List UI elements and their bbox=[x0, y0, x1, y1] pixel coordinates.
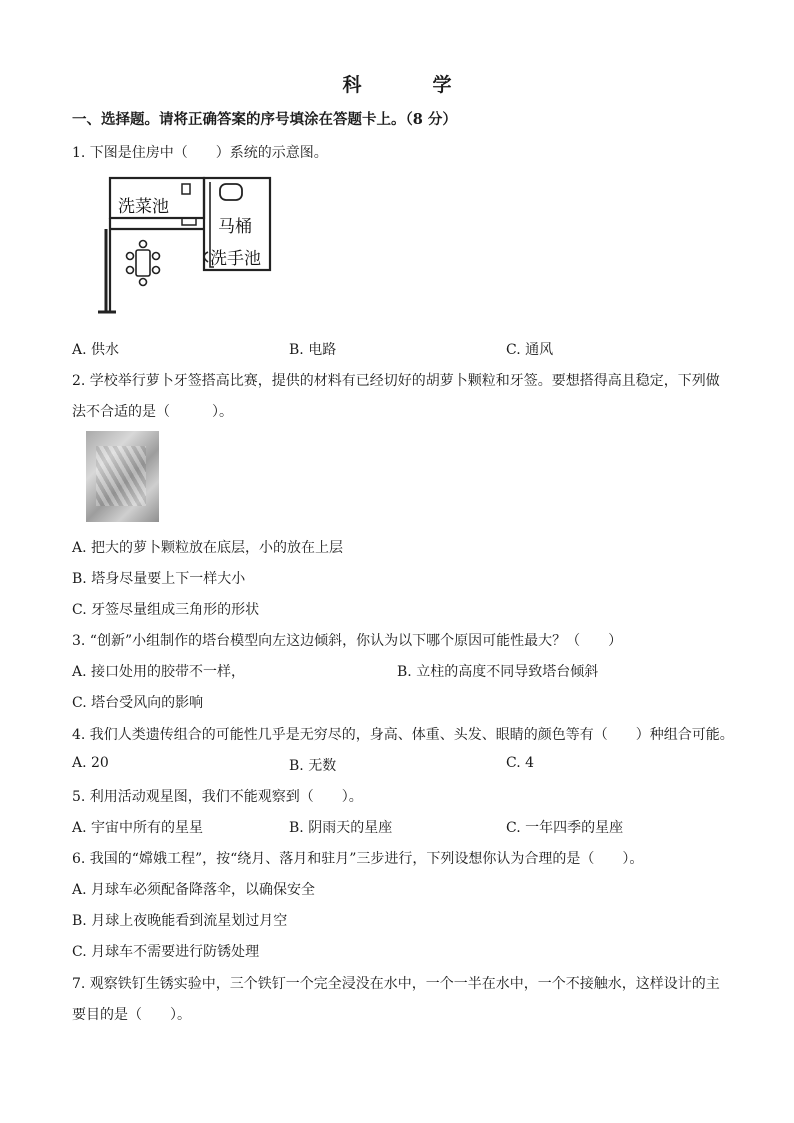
label-sink: 洗菜池 bbox=[118, 197, 169, 217]
question-7-text: 7. 观察铁钉生锈实验中，三个铁钉一个完全浸没在水中，一个一半在水中，一个不接触水，这样设计的主 bbox=[72, 976, 720, 992]
page-title: 科 学 bbox=[342, 74, 478, 96]
q6-option-a: A. 月球车必须配备降落伞，以确保安全 bbox=[72, 882, 316, 898]
label-toilet: 马桶 bbox=[218, 217, 252, 237]
q3-option-c: C. 塔台受风向的影响 bbox=[72, 695, 204, 711]
question-2-text-cont: 法不合适的是（ ）。 bbox=[72, 404, 233, 420]
question-6-text: 6. 我国的“嫦娥工程”，按“绕月、落月和驻月”三步进行，下列设想你认为合理的是（ ）。 bbox=[72, 851, 644, 867]
q6-option-c: C. 月球车不需要进行防锈处理 bbox=[72, 944, 260, 960]
q4-option-b: B. 无数 bbox=[289, 758, 337, 774]
q2-option-c: C. 牙签尽量组成三角形的形状 bbox=[72, 602, 260, 618]
q1-option-a: A. 供水 bbox=[72, 342, 120, 358]
carrot-toothpick-photo bbox=[86, 431, 159, 522]
question-7-text-cont: 要目的是（ ）。 bbox=[72, 1007, 191, 1023]
q4-option-c: C. 4 bbox=[506, 755, 535, 771]
q5-option-b: B. 阴雨天的星座 bbox=[289, 820, 393, 836]
q3-option-a: A. 接口处用的胶带不一样， bbox=[72, 664, 246, 680]
question-2-text: 2. 学校举行萝卜牙签搭高比赛，提供的材料有已经切好的胡萝卜颗粒和牙签。要想搭得高且稳定，下列做 bbox=[72, 373, 720, 389]
q2-option-b: B. 塔身尽量要上下一样大小 bbox=[72, 571, 246, 587]
q5-option-a: A. 宇宙中所有的星星 bbox=[72, 820, 204, 836]
q5-option-c: C. 一年四季的星座 bbox=[506, 820, 624, 836]
q6-option-b: B. 月球上夜晚能看到流星划过月空 bbox=[72, 913, 288, 929]
section-heading: 一、选择题。请将正确答案的序号填涂在答题卡上。（8 分） bbox=[72, 111, 457, 128]
q1-option-b: B. 电路 bbox=[289, 342, 337, 358]
question-3-text: 3. “创新”小组制作的塔台模型向左这边倾斜，你认为以下哪个原因可能性最大？（ ） bbox=[72, 633, 623, 649]
house-plumbing-diagram bbox=[96, 172, 280, 322]
q2-option-a: A. 把大的萝卜颗粒放在底层，小的放在上层 bbox=[72, 540, 344, 556]
question-1-text: 1. 下图是住房中（ ）系统的示意图。 bbox=[72, 145, 328, 161]
dining-table-icon bbox=[127, 241, 160, 286]
q3-option-b: B. 立柱的高度不同导致塔台倾斜 bbox=[397, 664, 599, 680]
question-5-text: 5. 利用活动观星图，我们不能观察到（ ）。 bbox=[72, 789, 363, 805]
question-4-text: 4. 我们人类遗传组合的可能性几乎是无穷尽的，身高、体重、头发、眼睛的颜色等有（ ）种组合可能。 bbox=[72, 727, 734, 743]
label-washbasin: 洗手池 bbox=[210, 249, 261, 269]
q4-option-a: A. 20 bbox=[72, 755, 109, 771]
q1-option-c: C. 通风 bbox=[506, 342, 554, 358]
